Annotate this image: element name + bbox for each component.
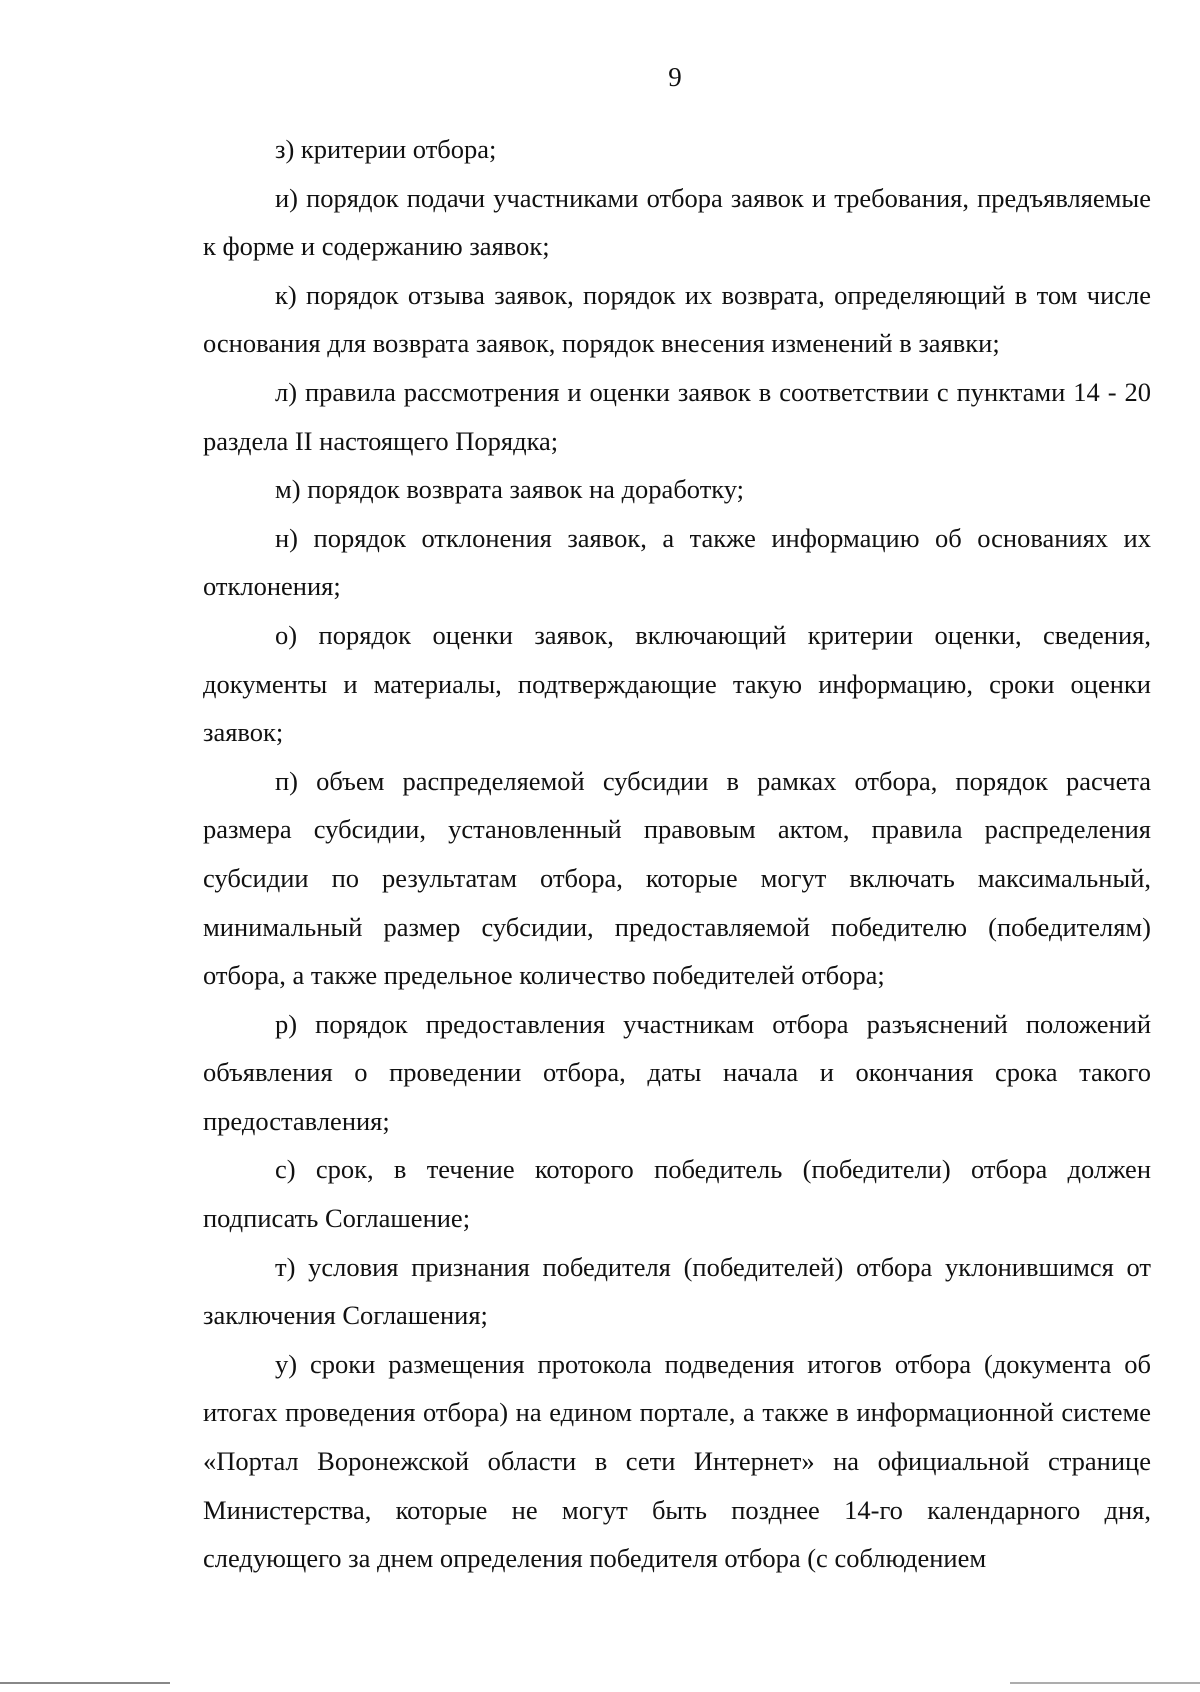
list-item-n: н) порядок отклонения заявок, а также информацию об основаниях их отклонения;: [203, 522, 1151, 602]
list-item-s: с) срок, в течение которого победитель (победители) отбора должен подписать Соглашение;: [203, 1154, 1151, 1234]
list-item-k: к) порядок отзыва заявок, порядок их возврата, определяющий в том числе основания для возврата заявок, порядок внесения изменений в заявки;: [203, 279, 1151, 359]
list-item-r: р) порядок предоставления участникам отбора разъяснений положений объявления о проведении отбора, даты начала и окончания срока такого предоставления;: [203, 1008, 1151, 1136]
list-item-i: и) порядок подачи участниками отбора заявок и требования, предъявляемые к форме и содержанию заявок;: [203, 182, 1151, 262]
list-item-u: у) сроки размещения протокола подведения итогов отбора (документа об итогах проведения отбора) на едином портале, а также в информационной системе «Портал Воронежской области в сети Интернет» на официальной странице Министерства, которые не могут быть позднее 14-го календарного дня, следующего за днем определения победителя отбора (с соблюдением: [203, 1348, 1151, 1574]
list-item-o: о) порядок оценки заявок, включающий критерии оценки, сведения, документы и материалы, подтверждающие такую информацию, сроки оценки заявок;: [203, 619, 1151, 748]
document-body: [203, 125, 1151, 1583]
page-number: 9: [668, 62, 682, 92]
list-item-m: м) порядок возврата заявок на доработку;: [275, 474, 745, 505]
list-item-z: з) критерии отбора;: [275, 134, 497, 164]
list-item-p: п) объем распределяемой субсидии в рамках отбора, порядок расчета размера субсидии, установленный правовым актом, правила распределения субсидии по результатам отбора, которые могут включать максимальный, минимальный размер субсидии, предоставляемой победителю (победителям) отбора, а также предельное количество победителей отбора;: [203, 765, 1151, 991]
scan-artifact-line: [0, 1682, 170, 1684]
list-item-t: т) условия признания победителя (победителей) отбора уклонившимся от заключения Соглашения;: [203, 1251, 1151, 1331]
list-item-l: л) правила рассмотрения и оценки заявок в соответствии с пунктами 14 - 20 раздела II настоящего Порядка;: [203, 376, 1151, 456]
scan-artifact-line: [1010, 1682, 1200, 1684]
